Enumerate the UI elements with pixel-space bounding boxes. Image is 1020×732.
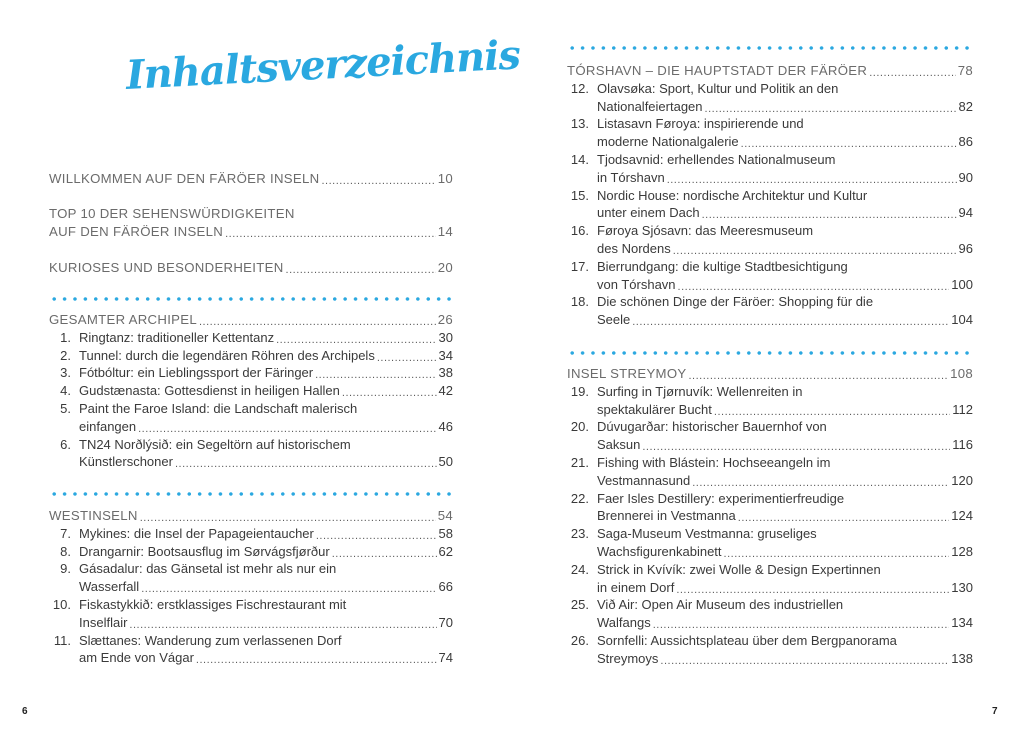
dotted-divider	[567, 46, 975, 50]
toc-header-label: TOP 10 DER SEHENSWÜRDIGKEITEN	[49, 206, 295, 221]
toc-leader	[175, 454, 437, 467]
toc-leader	[321, 171, 435, 184]
toc-leader	[141, 579, 436, 592]
entry-text: Dúvugarðar: historischer Bauernhof von	[597, 419, 827, 435]
entry-text: Sornfelli: Aussichtsplateau über dem Bergpanorama	[597, 632, 897, 648]
toc-entry[interactable]	[567, 258, 973, 276]
toc-entry[interactable]	[567, 525, 973, 543]
toc-header-label: WILLKOMMEN AUF DEN FÄRÖER INSELN	[49, 171, 320, 186]
entry-number: 13.	[570, 116, 589, 132]
toc-entry-continued[interactable]	[49, 418, 453, 436]
toc-entry[interactable]	[49, 329, 453, 347]
toc-entry-continued[interactable]	[567, 614, 973, 632]
toc-leader	[642, 437, 950, 450]
toc-page-number: 54	[437, 508, 453, 523]
entry-text: Við Air: Open Air Museum des industriellen	[597, 597, 844, 613]
toc-leader	[869, 63, 955, 76]
toc-entry[interactable]	[567, 632, 973, 650]
page-number: 7	[992, 706, 998, 717]
entry-text: Listasavn Føroya: inspirierende und	[597, 116, 804, 132]
entry-text: Bierrundgang: die kultige Stadtbesichtigung	[597, 258, 848, 274]
toc-leader	[377, 348, 437, 361]
toc-entry-continued[interactable]	[49, 578, 453, 596]
toc-page-number: 20	[437, 260, 453, 275]
toc-leader	[342, 383, 437, 396]
toc-page-number: 138	[951, 650, 973, 666]
toc-section-westinseln	[49, 507, 453, 667]
toc-header-label: GESAMTER ARCHIPEL	[49, 312, 197, 327]
toc-section-gesamter-archipel	[49, 311, 453, 471]
entry-text: Olavsøka: Sport, Kultur und Politik an den	[597, 80, 839, 96]
toc-page-number: 38	[438, 365, 453, 381]
toc-leader	[705, 99, 957, 112]
toc-leader	[196, 650, 437, 663]
toc-leader	[653, 615, 950, 628]
toc-entry-continued[interactable]	[567, 169, 973, 187]
entry-number: 6.	[60, 436, 71, 452]
toc-page-number: 10	[437, 171, 453, 186]
entry-number: 11.	[53, 632, 71, 648]
toc-entry[interactable]	[567, 151, 973, 169]
toc-entry[interactable]	[567, 115, 973, 133]
entry-number: 25.	[570, 597, 589, 613]
entry-text: des Nordens	[597, 240, 671, 256]
entry-number: 2.	[60, 347, 71, 363]
toc-entry-continued[interactable]	[567, 472, 973, 490]
right-page	[510, 0, 1020, 732]
dotted-divider	[567, 351, 975, 355]
toc-leader	[738, 508, 950, 521]
entry-text: in einem Dorf	[597, 579, 675, 595]
toc-leader	[316, 526, 437, 539]
toc-entry[interactable]	[567, 222, 973, 240]
toc-header-label: INSEL STREYMOY	[567, 366, 687, 381]
toc-entry-continued[interactable]	[567, 579, 973, 597]
toc-page-number: 108	[950, 366, 973, 381]
toc-header-label: TÓRSHAVN – DIE HAUPTSTADT DER FÄRÖER	[567, 63, 868, 78]
entry-text: Inselflair	[79, 614, 128, 630]
toc-entry-continued[interactable]	[567, 240, 973, 258]
toc-page-number: 30	[438, 329, 453, 345]
toc-entry[interactable]	[567, 187, 973, 205]
entry-text: Walfangs	[597, 615, 651, 631]
entry-text: TN24 Norðlýsið: ein Segeltörn auf historischem	[79, 436, 351, 452]
toc-leader	[632, 312, 949, 325]
entry-text: Fishing with Blástein: Hochseeangeln im	[597, 454, 831, 470]
toc-page-number: 120	[951, 472, 973, 488]
toc-entry-continued[interactable]	[567, 276, 973, 294]
toc-page-number: 86	[958, 134, 973, 150]
entry-number: 4.	[60, 383, 71, 399]
entry-text: in Tórshavn	[597, 169, 665, 185]
toc-page-number: 124	[951, 508, 973, 524]
toc-page-number: 66	[438, 579, 453, 595]
toc-leader	[332, 544, 437, 557]
toc-leader	[660, 651, 949, 664]
entry-number: 15.	[570, 187, 589, 203]
toc-page-number: 104	[951, 312, 973, 328]
entry-text: Slættanes: Wanderung zum verlassenen Dorf	[79, 632, 342, 648]
toc-section-torshavn	[567, 62, 973, 329]
toc-entry[interactable]	[567, 383, 973, 401]
toc-entry[interactable]	[49, 560, 453, 578]
entry-text: Gásadalur: das Gänsetal ist mehr als nur ein	[79, 561, 337, 577]
entry-text: Drangarnir: Bootsausflug im Sørvágsfjørður	[79, 543, 330, 559]
toc-leader	[714, 402, 950, 415]
toc-header-label: AUF DEN FÄRÖER INSELN	[49, 224, 224, 239]
entry-number: 16.	[570, 223, 589, 239]
toc-leader	[276, 330, 436, 343]
entry-number: 9.	[60, 561, 71, 577]
toc-page-number: 14	[437, 224, 453, 239]
toc-entry-continued[interactable]	[49, 614, 453, 632]
entry-text: Mykines: die Insel der Papageientaucher	[79, 525, 314, 541]
toc-page-number: 78	[957, 63, 973, 78]
entry-text: Føroya Sjósavn: das Meeresmuseum	[597, 223, 814, 239]
toc-leader	[692, 473, 949, 486]
toc-page-number: 130	[951, 579, 973, 595]
toc-entry-continued[interactable]	[567, 543, 973, 561]
toc-page-number: 134	[951, 615, 973, 631]
toc-entry[interactable]	[49, 400, 453, 418]
entry-text: Künstlerschoner	[79, 454, 173, 470]
toc-entry[interactable]	[567, 596, 973, 614]
toc-leader	[225, 224, 436, 237]
entry-text: moderne Nationalgalerie	[597, 134, 739, 150]
toc-page-number: 62	[438, 543, 453, 559]
entry-text: Faer Isles Destillery: experimentierfreudige	[597, 490, 845, 506]
toc-leader	[689, 366, 949, 379]
toc-page-number: 90	[958, 169, 973, 185]
entry-text: von Tórshavn	[597, 276, 676, 292]
toc-entry-continued[interactable]	[567, 98, 973, 116]
entry-text: Die schönen Dinge der Färöer: Shopping für die	[597, 294, 874, 310]
entry-number: 1.	[60, 329, 71, 345]
entry-number: 12.	[570, 80, 589, 96]
toc-entry-continued[interactable]	[567, 650, 973, 668]
toc-section-header[interactable]	[49, 311, 453, 329]
entry-text: Vestmannasund	[597, 472, 691, 488]
toc-entry-continued[interactable]	[567, 204, 973, 222]
toc-entry-continued[interactable]	[567, 311, 973, 329]
entry-number: 20.	[570, 419, 589, 435]
entry-number: 5.	[60, 400, 71, 416]
toc-section-streymoy	[567, 365, 973, 668]
toc-page-number: 94	[958, 205, 973, 221]
entry-text: Surfing in Tjørnuvík: Wellenreiten in	[597, 383, 803, 399]
toc-page-number: 128	[951, 543, 973, 559]
entry-number: 21.	[570, 454, 589, 470]
entry-text: Tunnel: durch die legendären Röhren des Archipels	[79, 347, 375, 363]
toc-entry[interactable]	[49, 596, 453, 614]
toc-page-number: 50	[438, 454, 453, 470]
toc-page-number: 96	[958, 240, 973, 256]
toc-page-number: 74	[438, 650, 453, 666]
toc-entry[interactable]	[567, 454, 973, 472]
toc-entry[interactable]	[49, 364, 453, 382]
entry-number: 18.	[570, 294, 589, 310]
toc-page-number: 112	[952, 401, 973, 417]
toc-leader	[724, 544, 950, 557]
toc-leader	[678, 277, 950, 290]
toc-page-number: 58	[438, 525, 453, 541]
toc-entry[interactable]	[49, 382, 453, 400]
entry-number: 26.	[570, 632, 589, 648]
toc-page-number: 70	[438, 614, 453, 630]
toc-page-number: 100	[951, 276, 973, 292]
toc-page-number: 116	[952, 437, 973, 453]
entry-text: Saga-Museum Vestmanna: gruseliges	[597, 526, 817, 542]
toc-entry[interactable]	[49, 632, 453, 650]
toc-leader	[138, 419, 436, 432]
toc-leader	[673, 241, 957, 254]
toc-entry[interactable]	[49, 436, 453, 454]
toc-entry[interactable]	[49, 525, 453, 543]
toc-entry[interactable]	[567, 80, 973, 98]
toc-leader	[199, 312, 436, 325]
toc-entry-continued[interactable]	[567, 507, 973, 525]
entry-text: Streymoys	[597, 650, 659, 666]
entry-text: einfangen	[79, 418, 137, 434]
entry-text: Nationalfeiertagen	[597, 98, 703, 114]
toc-leader	[286, 260, 436, 273]
toc-title: Inhaltsverzeichnis	[124, 31, 522, 99]
toc-leader	[741, 134, 957, 147]
page-number: 6	[22, 706, 28, 717]
entry-text: Fótbóltur: ein Lieblingssport der Färinger	[79, 365, 314, 381]
entry-text: spektakulärer Bucht	[597, 401, 712, 417]
entry-text: Tjodsavnid: erhellendes Nationalmuseum	[597, 151, 836, 167]
toc-page-number: 34	[438, 347, 453, 363]
toc-page-number: 82	[958, 98, 973, 114]
toc-entry-continued[interactable]	[49, 649, 453, 667]
entry-number: 8.	[60, 543, 71, 559]
toc-leader	[676, 580, 949, 593]
toc-entry-continued[interactable]	[567, 436, 973, 454]
entry-number: 10.	[52, 596, 71, 612]
entry-text: Fiskastykkið: erstklassiges Fischrestaurant mit	[79, 596, 347, 612]
toc-page-number: 46	[438, 418, 453, 434]
entry-number: 24.	[570, 561, 589, 577]
toc-entry[interactable]	[567, 490, 973, 508]
entry-text: Gudstænasta: Gottesdienst in heiligen Hallen	[79, 383, 340, 399]
toc-header-label: KURIOSES UND BESONDERHEITEN	[49, 260, 284, 275]
toc-leader	[140, 508, 436, 521]
entry-text: Strick in Kvívík: zwei Wolle & Design Expertinnen	[597, 561, 881, 577]
entry-number: 14.	[570, 151, 589, 167]
toc-section-header[interactable]	[49, 507, 453, 525]
entry-text: Seele	[597, 312, 631, 328]
entry-text: Paint the Faroe Island: die Landschaft malerisch	[79, 400, 358, 416]
toc-leader	[315, 365, 436, 378]
toc-header-willkommen[interactable]	[49, 170, 453, 188]
entry-number: 17.	[570, 258, 589, 274]
entry-number: 23.	[570, 526, 589, 542]
toc-leader	[129, 615, 436, 628]
toc-header-kurioses[interactable]	[49, 259, 453, 277]
toc-section-header[interactable]	[567, 62, 973, 80]
entry-number: 3.	[60, 365, 71, 381]
entry-text: am Ende von Vágar	[79, 650, 194, 666]
toc-entry-continued[interactable]	[567, 401, 973, 419]
toc-header-top10[interactable]	[49, 205, 453, 241]
toc-entry[interactable]	[567, 561, 973, 579]
toc-entry-continued[interactable]	[567, 133, 973, 151]
toc-entry-continued[interactable]	[49, 453, 453, 471]
dotted-divider	[49, 492, 455, 496]
dotted-divider	[49, 297, 455, 301]
toc-entry[interactable]	[49, 347, 453, 365]
entry-text: unter einem Dach	[597, 205, 700, 221]
entry-text: Wasserfall	[79, 579, 140, 595]
toc-header-label: WESTINSELN	[49, 508, 138, 523]
entry-text: Ringtanz: traditioneller Kettentanz	[79, 329, 275, 345]
toc-page-number: 26	[437, 312, 453, 327]
toc-entry[interactable]	[49, 543, 453, 561]
toc-entry[interactable]	[567, 418, 973, 436]
entry-text: Nordic House: nordische Architektur und Kultur	[597, 187, 868, 203]
toc-page-number: 42	[438, 383, 453, 399]
entry-number: 19.	[570, 383, 589, 399]
toc-section-header[interactable]	[567, 365, 973, 383]
entry-number: 7.	[60, 525, 71, 541]
entry-text: Brennerei in Vestmanna	[597, 508, 736, 524]
entry-text: Wachsfigurenkabinett	[597, 543, 722, 559]
toc-leader	[667, 170, 957, 183]
toc-entry[interactable]	[567, 293, 973, 311]
toc-leader	[702, 205, 957, 218]
entry-number: 22.	[570, 490, 589, 506]
entry-text: Saksun	[597, 437, 641, 453]
